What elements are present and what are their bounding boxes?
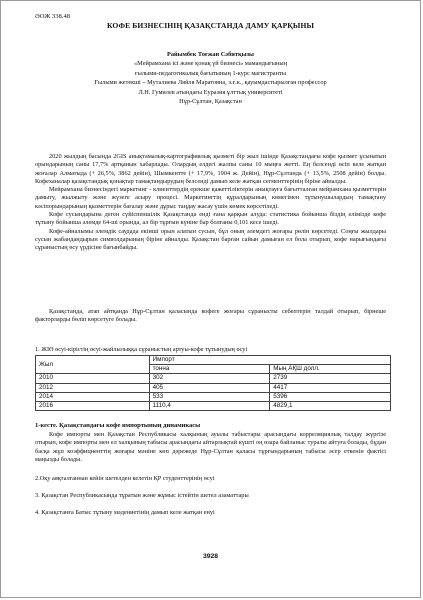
intro-section: [35, 153, 386, 253]
factors-section: [35, 308, 386, 325]
cell-tons: 1110,4: [149, 402, 270, 411]
paragraph: Кофе сусындарына деген сүйіспеншілік Қазақстанда енді ғана қарқын алуда: статистика бойынша біздің елімізде кофе тұтыну бойынша әлемде 64-ші орында, ал бір тұрғын күніне бар болғаны 0,101 кесе ішеді.: [35, 211, 386, 227]
cell-usd: 4417: [270, 383, 391, 392]
author-name: Райымбек Тоғжан Сәбитқызы: [167, 51, 254, 58]
coffee-import-table: [35, 355, 391, 411]
cell-usd: 2739: [270, 374, 391, 383]
university-line: Л.Н. Гумилев атындағы Еуразия ұлттық университеті: [138, 88, 283, 96]
paragraph: Қазақстанда, атап айтқанда Нұр-Сұлтан қаласында кофеге жоғары сұранысты себептерін талдай отырып, бірнеше факторларды бөліп көрсетуге болады.: [35, 308, 386, 324]
udc-code: ӘОЖ 338.48: [35, 13, 71, 20]
cell-year: 2012: [36, 383, 150, 392]
column-header-year: Жыл: [36, 356, 150, 374]
paper-title: КОФЕ БИЗНЕСІНІҢ ҚАЗАҚСТАНДА ДАМУ ҚАРҚЫНЫ: [106, 21, 315, 30]
factor-item: 2.Оқу аяқталғаннан кейін шетелден келетін ҚР студенттерінің өсуі: [35, 475, 215, 482]
cell-tons: 533: [149, 392, 270, 401]
page-number: 3928: [202, 553, 219, 560]
cell-tons: 302: [149, 374, 270, 383]
author-block: [35, 50, 386, 106]
paragraph: Кофе импорты мен Қазақстан Республикасы халқының ауылы табыстары арасындағы корреляциялық талдау жүргізе отырып, кофе импорты мен ел халқының табысы арасындағы айтарлықтай күшті оң өзара байланыс туралы айтуға болады, бұдан басқа жұп коэффициенттің жоғары мәніне көп дәрежеде Нұр-Сұлтан қаласы тұрғындарының табысы әсер еткенін фактісі маңызды болады.: [35, 431, 386, 463]
table-row: [36, 383, 391, 392]
correlation-section: [35, 431, 386, 464]
column-header-import: Импорт: [149, 356, 390, 365]
factor-item: 3. Қазақстан Республикасында тұратын және жұмыс істейтін шетел азаматтары: [35, 492, 249, 499]
author-program-line: ғылыми-педагогикалық бағытының 1-курс магистранты: [135, 69, 286, 77]
supervisor-line: Ғылыми жетекші – Муталиева Ляйля Маратовна, э.ғ.к., қауымдастырылған профессор: [94, 79, 327, 87]
table-caption: 1. ЖІӨ өсуі-кірістің өсуі-жайлылыққа сұраныстың артуы-кофе тұтынудың өсуі: [35, 346, 248, 353]
factor-item: 4. Қазақстанға Батыс тұтыну мәдениетінің дамып келе жатқан енуі: [35, 509, 215, 516]
table-row: [36, 374, 391, 383]
cell-usd: 4829,1: [270, 402, 391, 411]
author-specialty-line: «Мейрамхана ісі және қонақ үй бизнесі» мамандығының: [134, 60, 287, 68]
cell-tons: 405: [149, 383, 270, 392]
paragraph: Кофе-айналымы әлемдік саудада екінші орын алатын сусын, бұл оның әлемдегі жоғары рөлін көрсетеді. Соңғы жылдары сусын жабандандырын символдарының біріне айналды. Қазақстан барған сайын дамыған ел бола отырып, кофе нарығындағы сұраныстың өсу үрдісіне бағынбайды.: [35, 227, 386, 252]
table-row: [36, 402, 391, 411]
city-line: Нұр-Сұлтан, Қазақстан: [179, 98, 242, 106]
paragraph: Мейрамхана бизнесіндегі маркетинг - клиенттердің ерекше қажеттіліктерін анықтауға бағытталған мейрамхана қызметтерін дамыту, жылжыту және жүзеге асыру процесі. Маркетингтің құралдарының көмегімен тұтынушылардың тамақтану кәсіпорындарының қызметтерін бағалау және дұрыс таңдау жасау үшін көмек көрсетіледі.: [35, 186, 386, 210]
cell-year: 2010: [36, 374, 150, 383]
column-header-tons: тонна: [149, 365, 270, 374]
cell-usd: 5396: [270, 392, 391, 401]
column-header-usd: Мың АҚШ долл.: [270, 365, 391, 374]
table-title: 1-кесте. Қазақстандағы кофе импортының динамикасы: [35, 422, 201, 429]
paragraph: 2020 жылдың басында 2GIS анықтамалық-картографиялық қызметі бір жыл ішінде Қазақстандағы кофе қызмет ұсынатын орындарының саны 17,7% артқанын хабарлады. Олардың елдегі жалпы саны 10 мыңға жетті. Ең белсенді өсіп келе жатқан жоғалар Алматыда (+ 26,5%, 3862 дейін), Шымкентте (+ 17,9%, 1904 ж. Дейін), Нұр-Сұлтанда (+ 13,5%, 2508 дейін) болды. Кофеханалар қазақстандық қонақтар тамақтандырудың белсенді дамып келе жатқан сегменттерінің біріне айналды.: [35, 153, 386, 185]
table-header-row: [36, 356, 391, 365]
cell-year: 2016: [36, 402, 150, 411]
cell-year: 2014: [36, 392, 150, 401]
table-row: [36, 392, 391, 401]
